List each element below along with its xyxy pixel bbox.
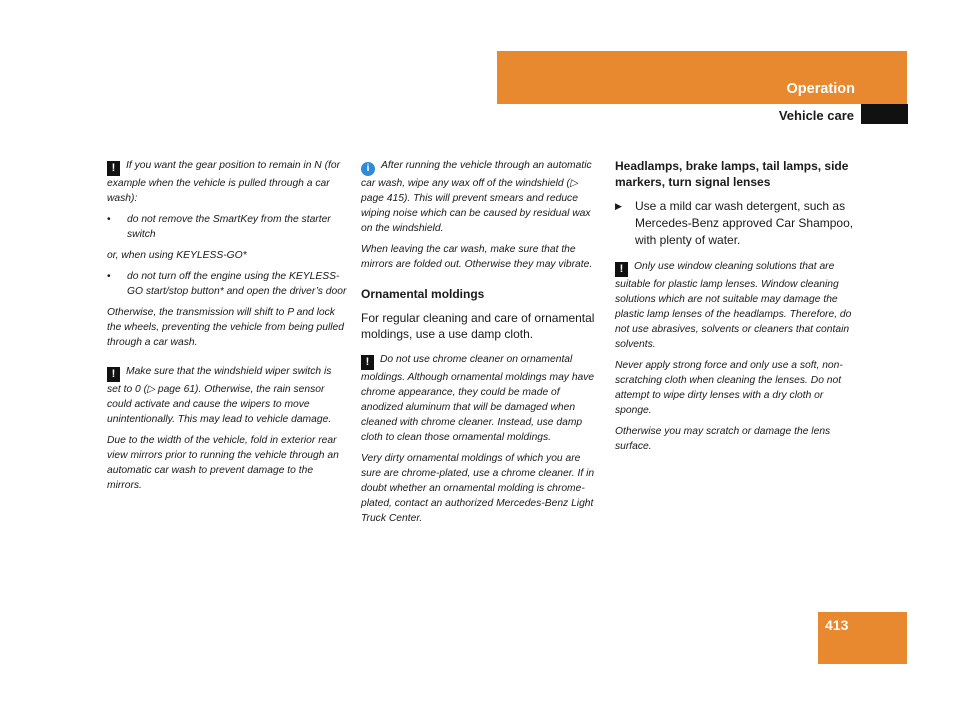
- column-2: [361, 158, 601, 532]
- warning-note: [107, 364, 347, 427]
- info-note: [361, 158, 601, 236]
- section-tab-marker: [861, 104, 908, 124]
- info-note-text: After running the vehicle through an automatic car wash, wipe any wax off of the windshield (▷ page 415). This will prevent smears and reduce wiping noise which can be caused by residual wax on the windshield.: [361, 160, 592, 234]
- paragraph: When leaving the car wash, make sure that the mirrors are folded out. Otherwise they may vibrate.: [361, 244, 593, 270]
- section-heading: Ornamental moldings: [361, 287, 485, 301]
- list-item-text: do not remove the SmartKey from the starter switch: [127, 214, 331, 240]
- warning-note: [107, 158, 347, 206]
- paragraph: or, when using KEYLESS-GO*: [107, 250, 247, 261]
- warning-note-text: If you want the gear position to remain in N (for example when the vehicle is pulled through a car wash):: [107, 160, 341, 204]
- info-icon: i: [361, 162, 375, 176]
- paragraph: For regular cleaning and care of ornamental moldings, use a use damp cloth.: [361, 311, 595, 341]
- warning-note-text: Make sure that the windshield wiper switch is set to 0 (▷ page 61). Otherwise, the rain sensor could activate and cause the wipers to move unintentionally. This may lead to vehicle damage.: [107, 366, 332, 425]
- section-title: Operation: [786, 81, 855, 97]
- paragraph: Never apply strong force and only use a soft, non-scratching cloth when cleaning the lenses. Do not attempt to wipe dirty lenses with a dry cloth or sponge.: [615, 360, 843, 416]
- page-number-box: [818, 612, 907, 664]
- warning-note-text: Do not use chrome cleaner on ornamental moldings. Although ornamental moldings may have chrome appearance, they could be made of anodized aluminum that will be damaged when cleaned with chrome cleaner. Instead, use damp cloth to clean those ornamental moldings.: [361, 354, 595, 443]
- subsection-title: Vehicle care: [778, 108, 854, 123]
- warning-note-text: Only use window cleaning solutions that are suitable for plastic lamp lenses. Window cleaning solutions which are not suitable may damage the plastic lamp lenses of the headlamps. Therefore, do not use abrasives, solvents or cleaners that contain solvents.: [615, 261, 852, 350]
- step-arrow-icon: ▶: [615, 201, 622, 211]
- list-item: [107, 269, 347, 299]
- header-bar: [497, 51, 907, 104]
- column-1: [107, 158, 347, 499]
- warning-icon: !: [107, 161, 120, 176]
- section-heading: Headlamps, brake lamps, tail lamps, side markers, turn signal lenses: [615, 159, 849, 189]
- paragraph: Very dirty ornamental moldings of which you are sure are chrome-plated, use a chrome cleaner. If in doubt whether an ornamental molding is chrome-plated, contact an authorized Mercedes-Benz Light Truck Center.: [361, 453, 595, 524]
- warning-note: [615, 259, 855, 352]
- warning-icon: !: [107, 367, 120, 382]
- warning-icon: !: [361, 355, 374, 370]
- list-item: [107, 212, 347, 242]
- instruction-step: [615, 198, 855, 249]
- bullet-icon: •: [107, 214, 111, 225]
- paragraph: Otherwise, the transmission will shift to P and lock the wheels, preventing the vehicle from being pulled through a car wash.: [107, 307, 344, 348]
- list-item-text: do not turn off the engine using the KEYLESS-GO start/stop button* and open the driver’s door: [127, 271, 347, 297]
- paragraph: Otherwise you may scratch or damage the lens surface.: [615, 426, 831, 452]
- bullet-icon: •: [107, 271, 111, 282]
- page-number: 413: [825, 617, 849, 633]
- instruction-step-text: Use a mild car wash detergent, such as Mercedes-Benz approved Car Shampoo, with plenty of water.: [635, 199, 854, 247]
- paragraph: Due to the width of the vehicle, fold in exterior rear view mirrors prior to running the vehicle through an automatic car wash to prevent damage to the mirrors.: [107, 435, 339, 491]
- warning-icon: !: [615, 262, 628, 277]
- column-3: [615, 158, 855, 460]
- warning-note: [361, 352, 601, 445]
